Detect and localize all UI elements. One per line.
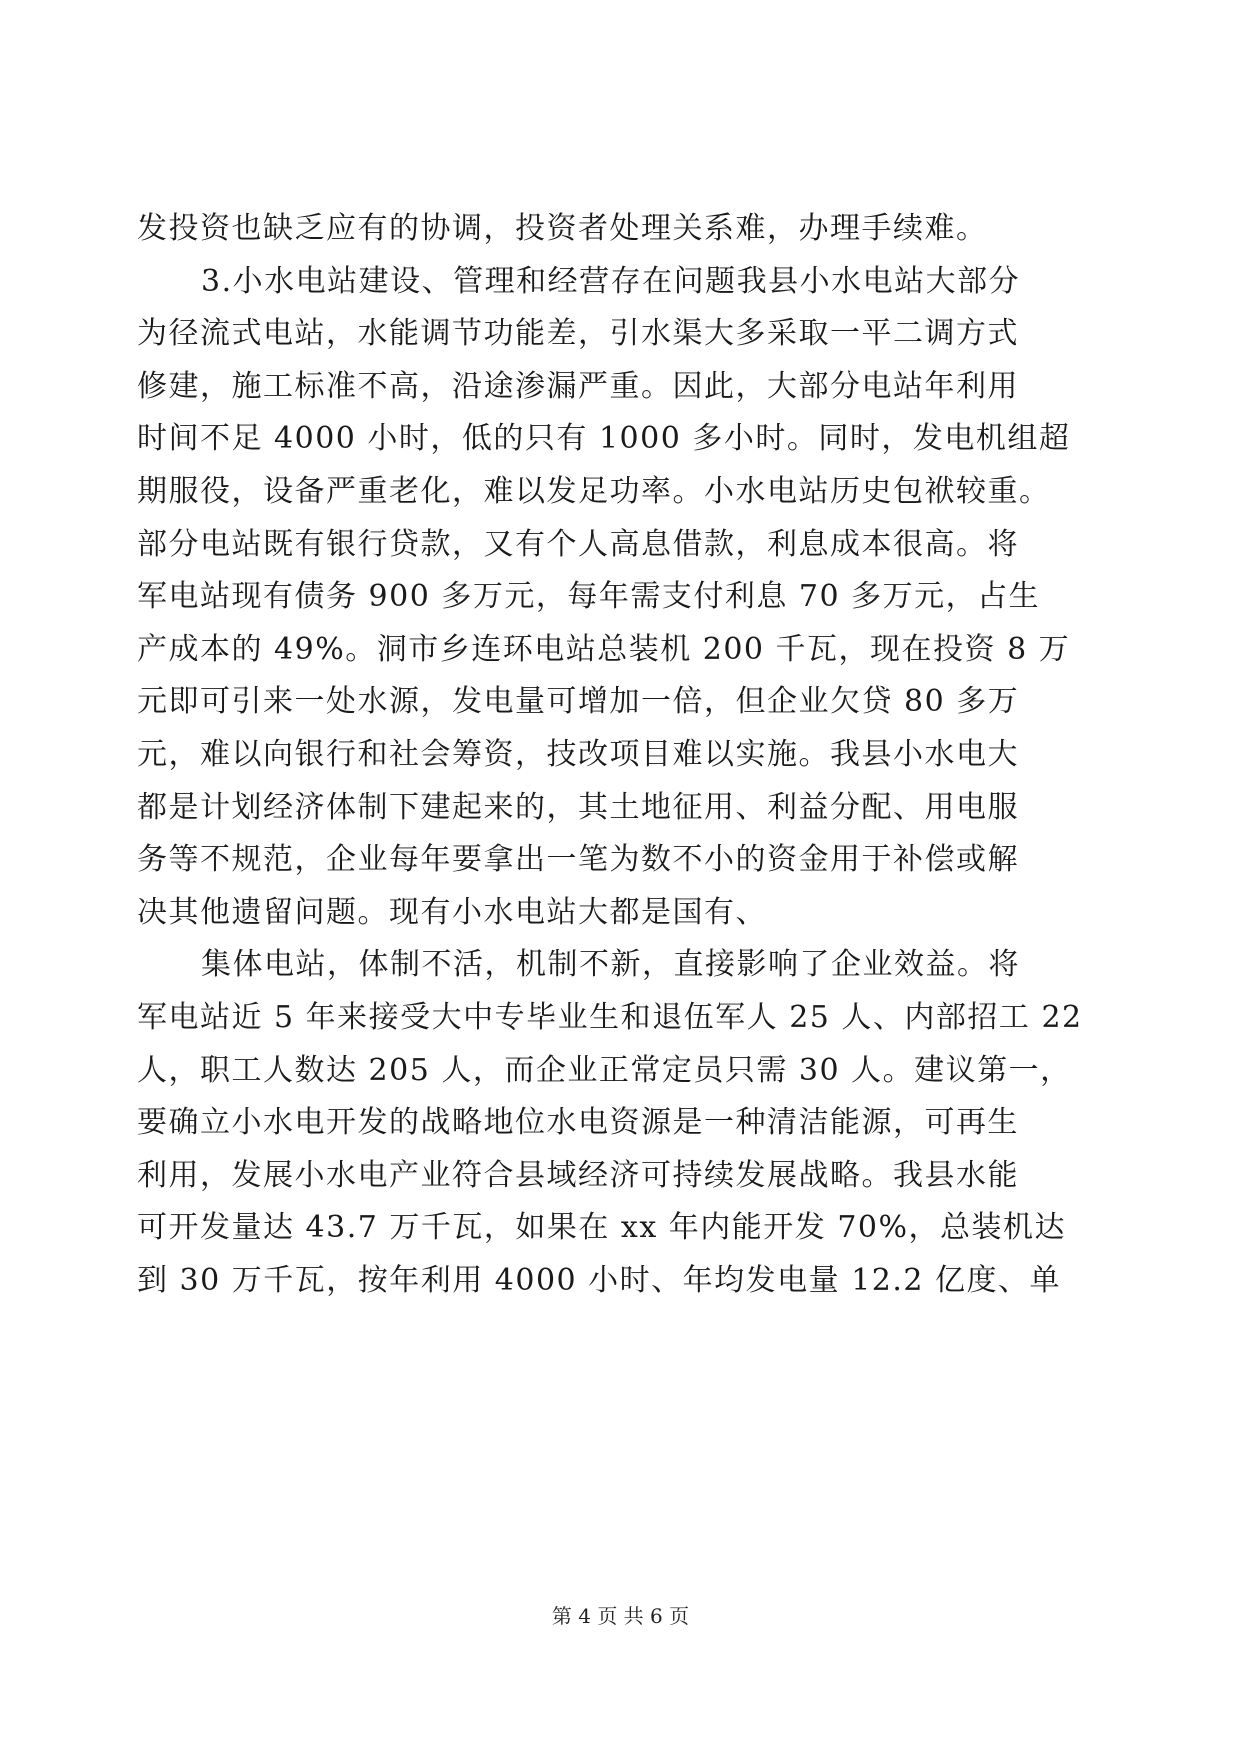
text-line: 都是计划经济体制下建起来的，其土地征用、利益分配、用电服 bbox=[137, 789, 1019, 825]
text-line: 部分电站既有银行贷款，又有个人高息借款，利息成本很高。将 bbox=[137, 526, 1019, 562]
text-line: 时间不足 4000 小时，低的只有 1000 多小时。同时，发电机组超 bbox=[137, 421, 1071, 457]
text-line: 可开发量达 43.7 万千瓦，如果在 xx 年内能开发 70%，总装机达 bbox=[137, 1210, 1066, 1246]
text-line: 到 30 万千瓦，按年利用 4000 小时、年均发电量 12.2 亿度、单 bbox=[137, 1262, 1062, 1298]
text-line: 为径流式电站，水能调节功能差，引水渠大多采取一平二调方式 bbox=[137, 316, 1019, 352]
text-line: 要确立小水电开发的战略地位水电资源是一种清洁能源，可再生 bbox=[137, 1105, 1019, 1141]
text-line: 军电站近 5 年来接受大中专毕业生和退伍军人 25 人、内部招工 22 bbox=[137, 999, 1083, 1035]
text-line: 军电站现有债务 900 多万元，每年需支付利息 70 多万元，占生 bbox=[137, 579, 1041, 615]
text-line: 3.小水电站建设、管理和经营存在问题我县小水电站大部分 bbox=[201, 263, 1021, 299]
text-line: 期服役，设备严重老化，难以发足功率。小水电站历史包袱较重。 bbox=[137, 473, 1051, 509]
text-line: 修建，施工标准不高，沿途渗漏严重。因此，大部分电站年利用 bbox=[137, 368, 1019, 404]
text-line: 元，难以向银行和社会筹资，技改项目难以实施。我县小水电大 bbox=[137, 736, 1019, 772]
body-text bbox=[137, 203, 1103, 1307]
text-line: 务等不规范，企业每年要拿出一笔为数不小的资金用于补偿或解 bbox=[137, 842, 1019, 878]
text-line: 产成本的 49%。洞市乡连环电站总装机 200 千瓦，现在投资 8 万 bbox=[137, 631, 1071, 667]
text-line: 集体电站，体制不活，机制不新，直接影响了企业效益。将 bbox=[201, 947, 1020, 983]
text-line: 利用，发展小水电产业符合县域经济可持续发展战略。我县水能 bbox=[137, 1157, 1019, 1193]
text-line: 决其他遗留问题。现有小水电站大都是国有、 bbox=[137, 894, 767, 930]
text-line: 元即可引来一处水源，发电量可增加一倍，但企业欠贷 80 多万 bbox=[137, 684, 1020, 720]
page-number-footer: 第 4 页 共 6 页 bbox=[551, 1604, 690, 1628]
text-line: 人，职工人数达 205 人，而企业正常定员只需 30 人。建议第一， bbox=[137, 1052, 1072, 1088]
text-line: 发投资也缺乏应有的协调，投资者处理关系难，办理手续难。 bbox=[137, 211, 988, 246]
